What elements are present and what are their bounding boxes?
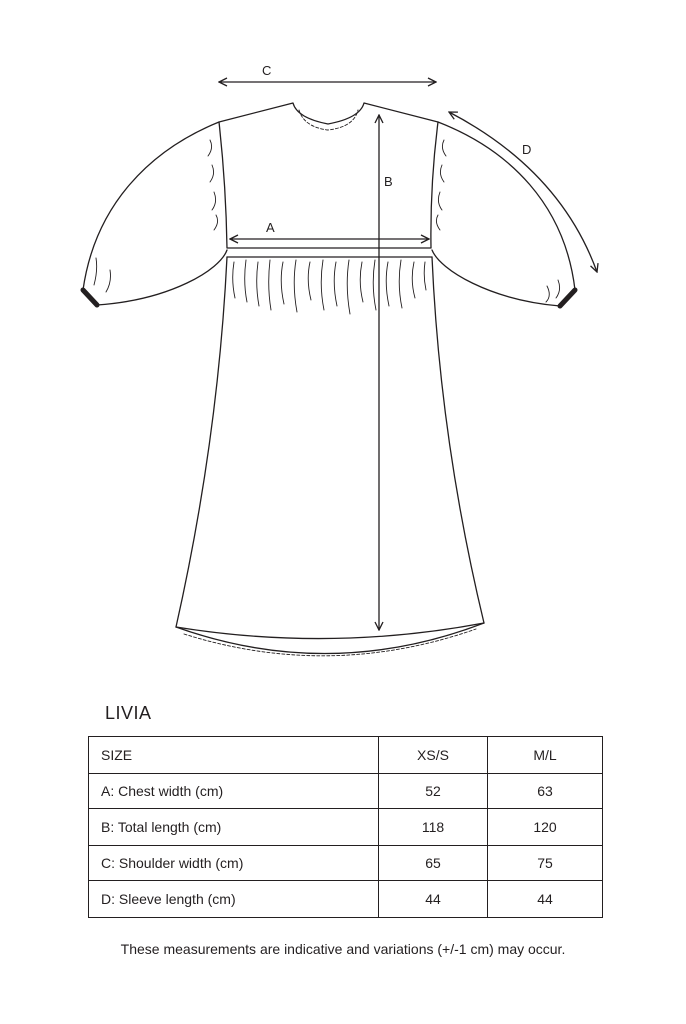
row-value: 65 [379, 846, 488, 881]
table-row [89, 846, 603, 881]
measurement-disclaimer: These measurements are indicative and variations (+/-1 cm) may occur. [120, 941, 566, 957]
dress-bodice [219, 103, 438, 248]
header-size-xs-s: XS/S [379, 737, 488, 774]
row-value: 63 [488, 774, 603, 809]
row-value: 44 [488, 881, 603, 918]
label-d: D [522, 142, 532, 157]
skirt-gathers [233, 260, 426, 314]
header-size-m-l: M/L [488, 737, 603, 774]
dimension-arrow-d [449, 112, 597, 272]
table-header-row [89, 737, 603, 774]
row-value: 44 [379, 881, 488, 918]
row-value: 118 [379, 809, 488, 846]
header-size: SIZE [89, 737, 379, 774]
label-c: C [262, 63, 272, 78]
label-a: A [266, 220, 275, 235]
right-sleeve [432, 122, 575, 306]
size-table [88, 736, 603, 918]
table-row [89, 774, 603, 809]
row-value: 75 [488, 846, 603, 881]
product-title: LIVIA [105, 703, 152, 723]
dress-skirt [176, 257, 484, 639]
left-sleeve [83, 122, 227, 305]
neckline-stitch [299, 110, 358, 130]
row-value: 52 [379, 774, 488, 809]
row-label: B: Total length (cm) [89, 809, 379, 846]
row-value: 120 [488, 809, 603, 846]
table-row [89, 809, 603, 846]
row-label: C: Shoulder width (cm) [89, 846, 379, 881]
row-label: D: Sleeve length (cm) [89, 881, 379, 918]
label-b: B [384, 174, 393, 189]
table-row [89, 881, 603, 918]
row-label: A: Chest width (cm) [89, 774, 379, 809]
